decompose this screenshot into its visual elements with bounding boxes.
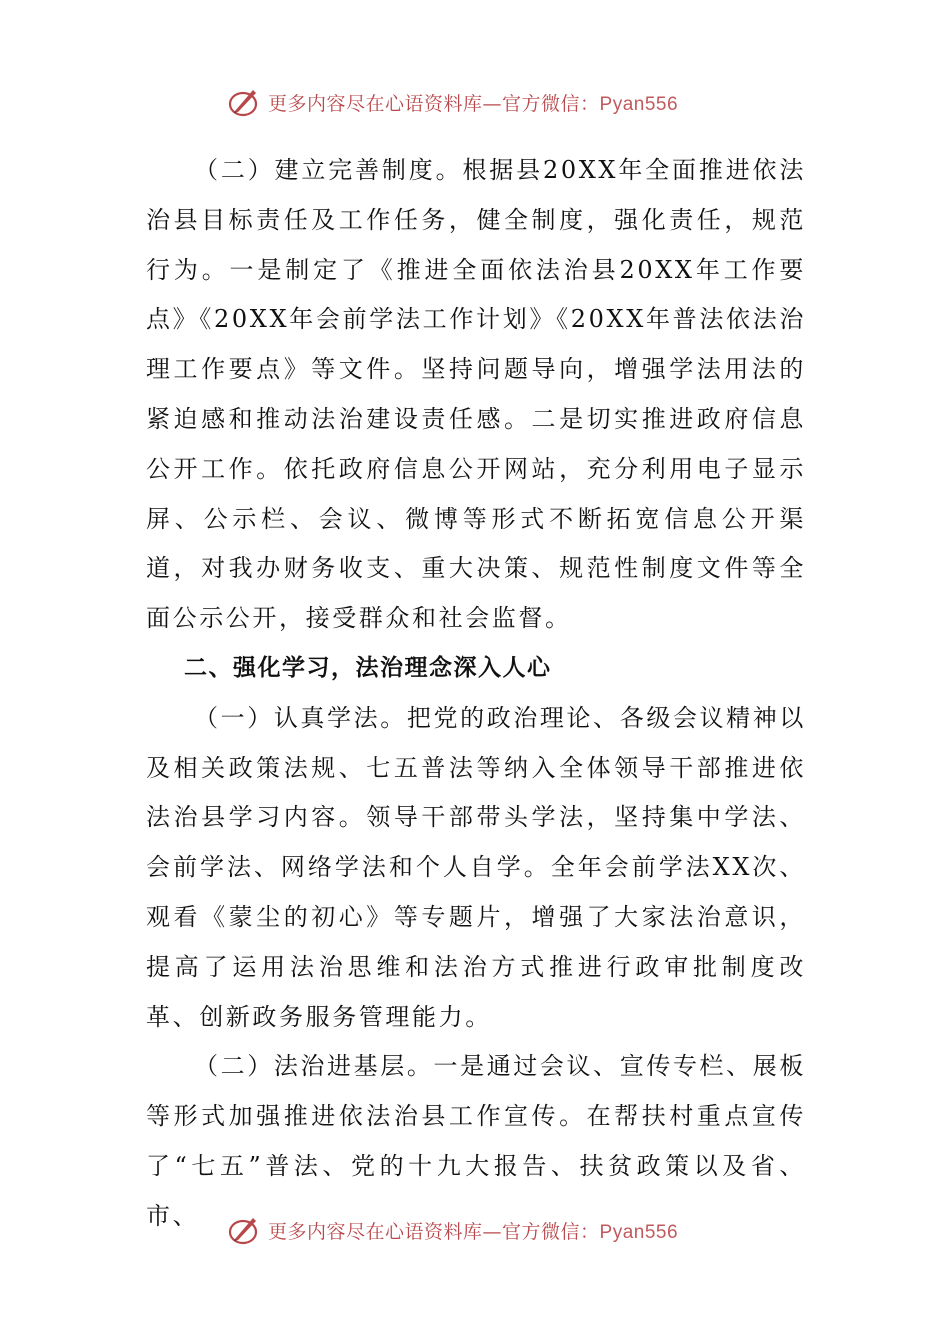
watermark-text: 更多内容尽在心语资料库—官方微信：Pyan556 [268, 92, 679, 115]
paragraph-law-grassroots: （二）法治进基层。一是通过会议、宣传专栏、展板等形式加强推进依法治县工作宣传。在帮扶村重点宣传了“七五”普法、党的十九大报告、扶贫政策以及省、市、 [146, 1052, 806, 1230]
watermark-text: 更多内容尽在心语资料库—官方微信：Pyan556 [268, 1220, 679, 1243]
quill-circle-logo-icon [226, 1212, 262, 1248]
paragraph-study-law: （一）认真学法。把党的政治理论、各级会议精神以及相关政策法规、七五普法等纳入全体领导干部推进依法治县学习内容。领导干部带头学法，坚持集中学法、会前学法、网络学法和个人自学。全年会前学法XX次、观看《蒙尘的初心》等专题片，增强了大家法治意识，提高了运用法治思维和法治方式推进行政审批制度改革、创新政务服务管理能力。 [146, 703, 806, 1031]
section-heading-study: 二、强化学习，法治理念深入人心 [184, 654, 552, 681]
document-body [146, 146, 806, 1242]
quill-circle-logo-icon [226, 84, 262, 120]
paragraph-establish-systems: （二）建立完善制度。根据县20XX年全面推进依法治县目标责任及工作任务，健全制度，强化责任，规范行为。一是制定了《推进全面依法治县20XX年工作要点》《20XX年会前学法工作计划》《20XX年普法依法治理工作要点》等文件。坚持问题导向，增强学法用法的紧迫感和推动法治建设责任感。二是切实推进政府信息公开工作。依托政府信息公开网站，充分利用电子显示屏、公示栏、会议、微博等形式不断拓宽信息公开渠道，对我办财务收支、重大决策、规范性制度文件等全面公示公开，接受群众和社会监督。 [146, 156, 806, 633]
footer-watermark [226, 1210, 678, 1250]
header-watermark [226, 82, 678, 122]
